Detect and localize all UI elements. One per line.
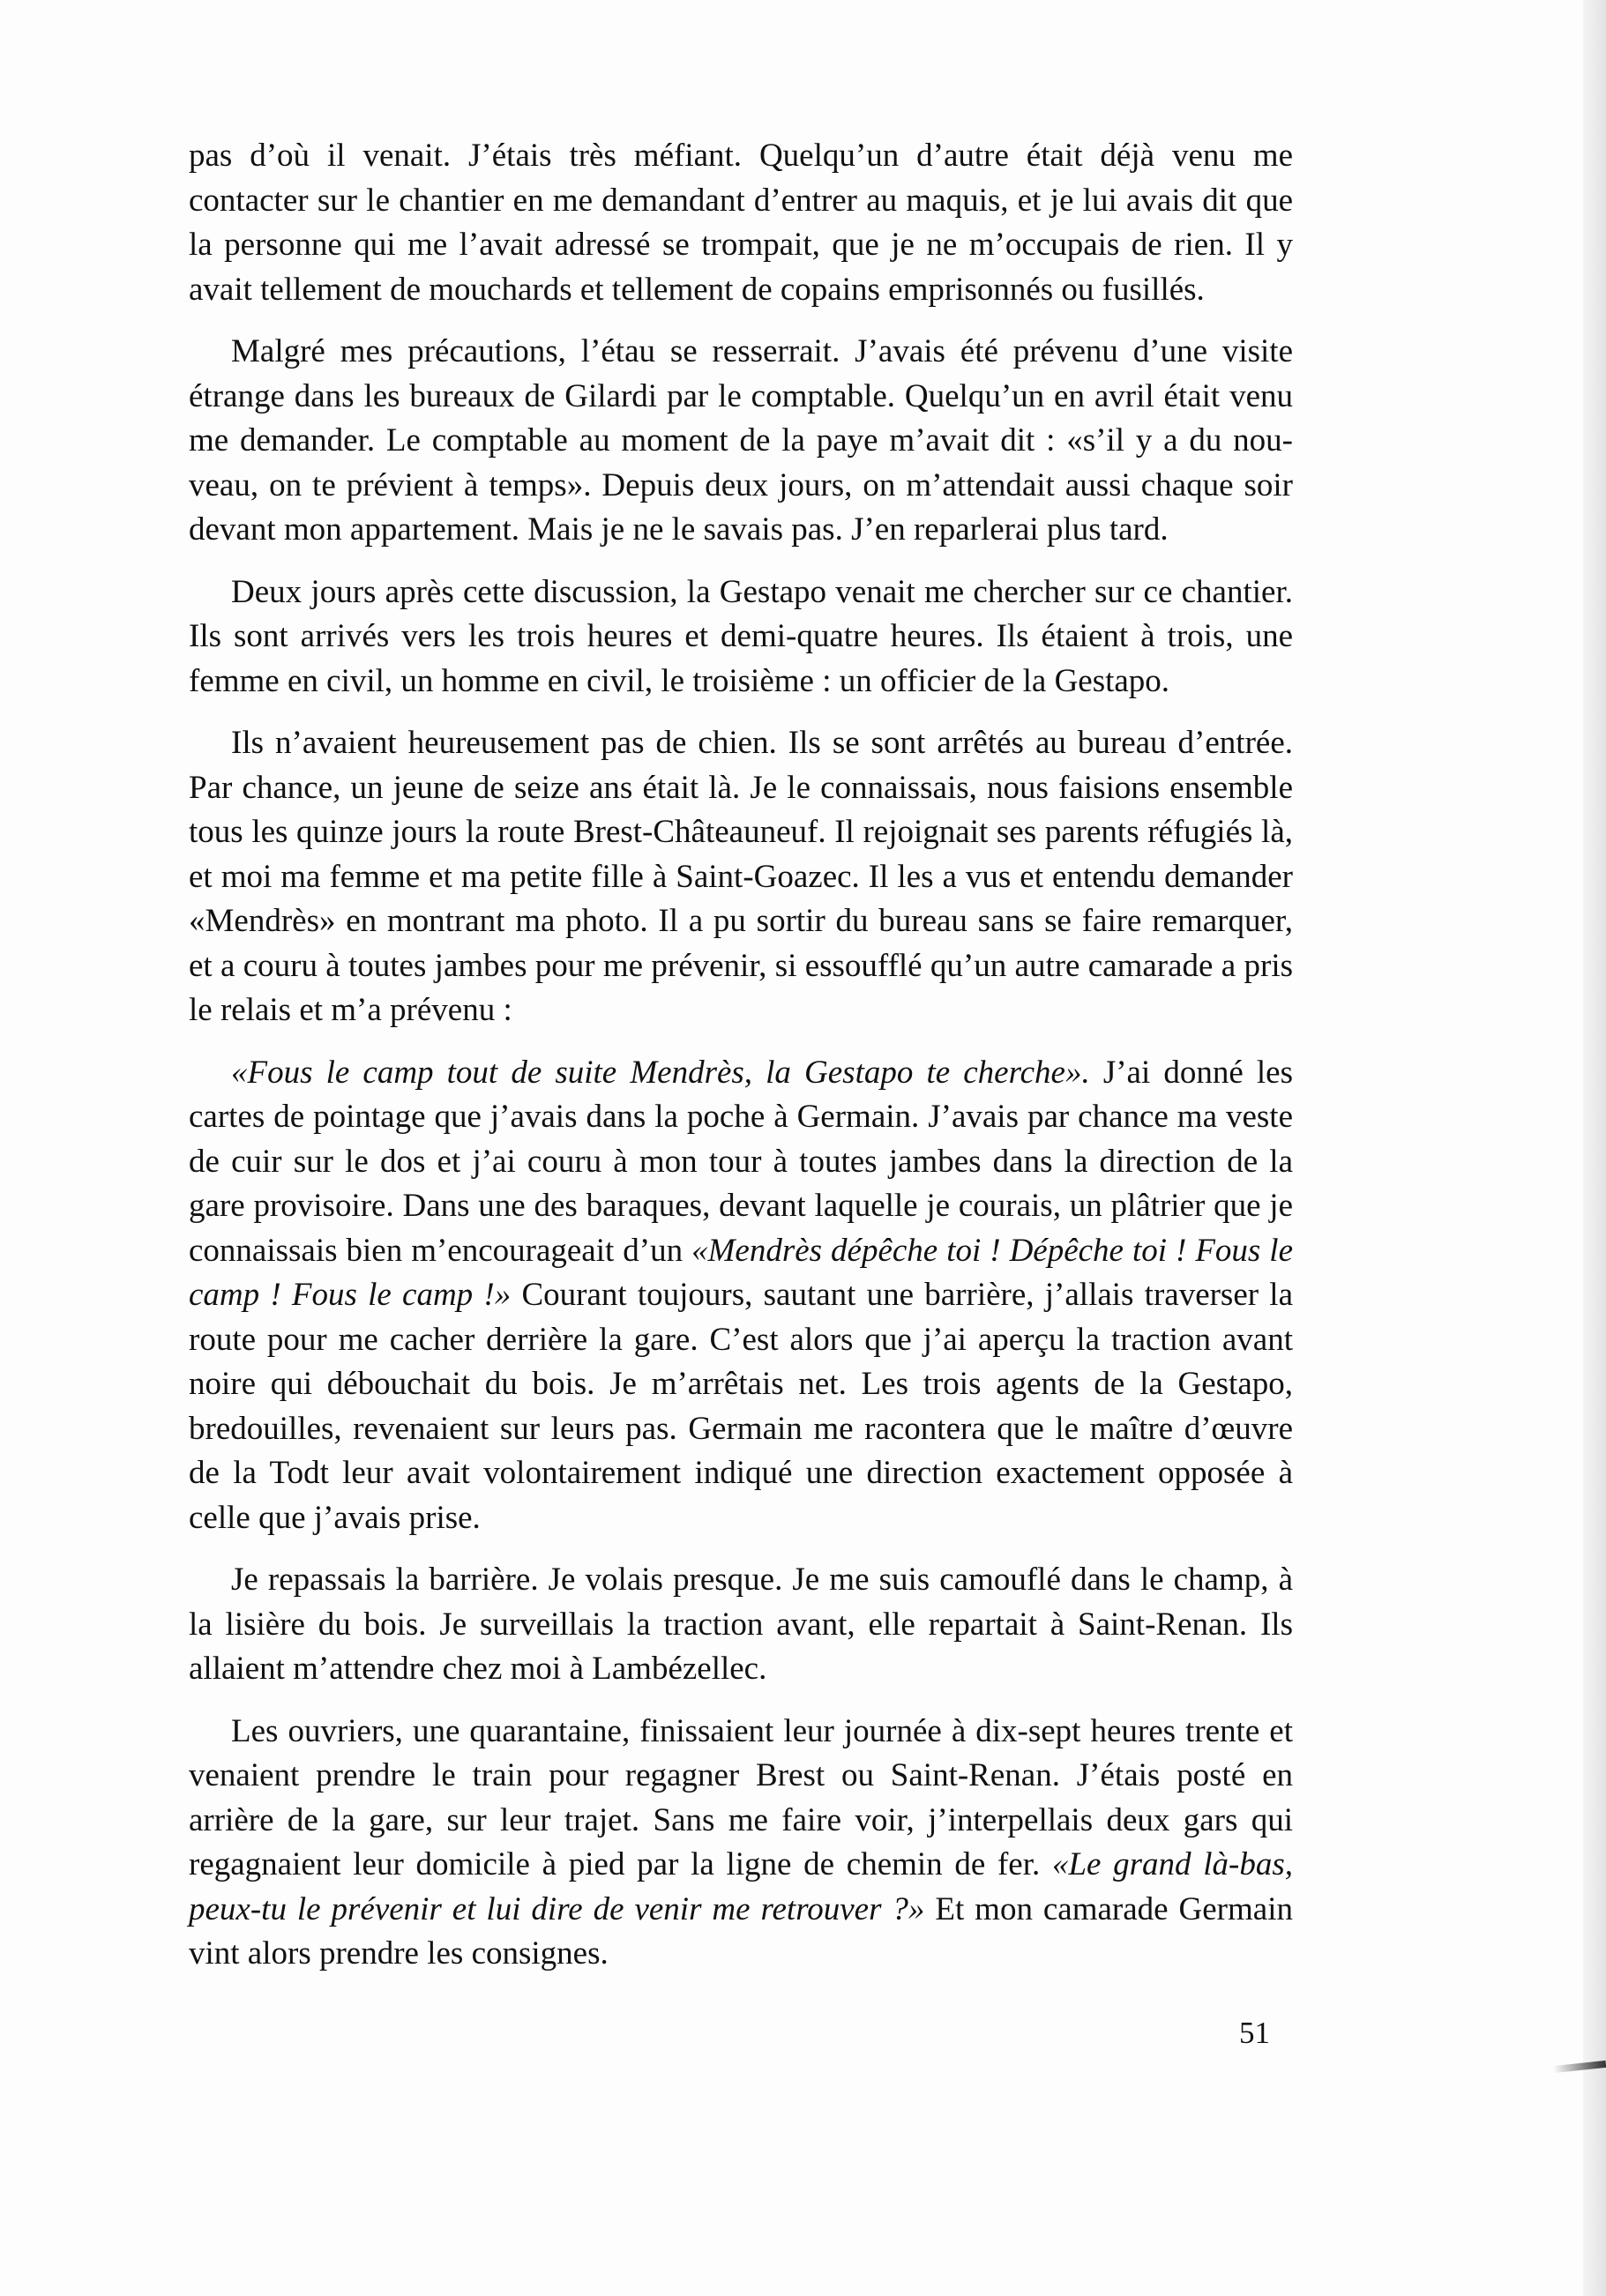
text-run: pas d’où il venait. J’étais très méfiant. Quelqu’un d’autre était déjà venu me contacter sur le chantier en me demandant d’entrer au maquis, et je lui avais dit que la personne qui me l’avait adressé se trompait, que je ne m’occupais de rien. Il y avait tellement de mouchards et tellement de copains emprisonnés ou fusillés. bbox=[189, 138, 1293, 308]
paragraph-4 bbox=[189, 721, 1293, 1033]
italic-quote: «Le grand là-bas, peux-tu le prévenir et lui dire de venir me retrouver ?» bbox=[189, 1846, 1293, 1927]
page-number: 51 bbox=[1239, 2016, 1270, 2050]
paragraph-2 bbox=[189, 330, 1293, 553]
paragraph-5 bbox=[189, 1051, 1293, 1541]
text-run: Je repassais la barrière. Je volais presque. Je me suis camouflé dans le champ, à la lisière du bois. Je surveillais la traction avant, elle repartait à Saint-Renan. Ils allaient m’attendre chez moi à Lambézellec. bbox=[189, 1562, 1293, 1687]
text-run: Les ouvriers, une quarantaine, finissaient leur journée à dix-sept heures trente et venaient prendre le train pour regagner Brest ou Saint-Renan. J’étais posté en arrière de la gare, sur leur trajet. Sans me faire voir, j’interpellais deux gars qui regagnaient leur domicile à pied par la ligne de chemin de fer. bbox=[189, 1712, 1293, 1882]
italic-quote: «Mendrès dépêche toi ! Dépêche toi ! Fous le camp ! Fous le camp !» bbox=[189, 1232, 1294, 1313]
paragraph-1 bbox=[189, 134, 1293, 312]
text-run: Courant toujours, sautant une barrière, j’allais traverser la route pour me cacher derrière la gare. C’est alors que j’ai aperçu la traction avant noire qui débouchait du bois. Je m’arrêtais net. Les trois agents de la Gestapo, bredouilles, revenaient sur leurs pas. Germain me racontera que le maître d’œuvre de la Todt leur avait volontairement indiqué une direction exactement opposée à celle que j’avais prise. bbox=[189, 1277, 1293, 1536]
paragraph-6 bbox=[189, 1558, 1293, 1692]
text-run: Et mon camarade Germain vint alors prendre les consignes. bbox=[189, 1890, 1293, 1972]
italic-quote: «Fous le camp tout de suite Mendrès, la Gestapo te cherche». bbox=[231, 1054, 1090, 1091]
paragraph-3 bbox=[189, 570, 1293, 704]
body-text bbox=[189, 134, 1293, 1994]
text-run: Ils n’avaient heureusement pas de chien. Ils se sont arrêtés au bureau d’entrée. Par chance, un jeune de seize ans était là. Je le connaissais, nous faisions ensemble tous les quinze jours la route Brest-Châteauneuf. Il rejoignait ses parents réfugiés là, et moi ma femme et ma petite fille à Saint-Goazec. Il les a vus et entendu demander «Mendrès» en montrant ma photo. Il a pu sortir du bureau sans se faire remarquer, et a couru à toutes jambes pour me prévenir, si essoufflé qu’un autre camarade a pris le relais et m’a prévenu : bbox=[189, 725, 1293, 1028]
text-run: Malgré mes précautions, l’étau se resserrait. J’avais été prévenu d’une visite étrange dans les bureaux de Gilardi par le comptable. Quelqu’un en avril était venu me demander. Le comptable au moment de la paye m’avait dit : «s’il y a du nouveau, on te prévient à temps». Depuis deux jours, on m’attendait aussi chaque soir devant mon appartement. Mais je ne le savais pas. J’en reparlerai plus tard. bbox=[189, 333, 1293, 548]
text-run: J’ai donné les cartes de pointage que j’avais dans la poche à Germain. J’avais par chance ma veste de cuir sur le dos et j’ai couru à mon tour à toutes jambes dans la direction de la gare provisoire. Dans une des baraques, devant laquelle je courais, un plâtrier que je connaissais bien m’encourageait d’un bbox=[189, 1054, 1293, 1269]
page-edge-shadow bbox=[1583, 0, 1606, 2296]
text-run: Deux jours après cette discussion, la Gestapo venait me chercher sur ce chantier. Ils sont arrivés vers les trois heures et demi-quatre heures. Ils étaient à trois, une femme en civil, un homme en civil, le troisième : un officier de la Gestapo. bbox=[189, 573, 1293, 699]
paragraph-7 bbox=[189, 1710, 1293, 1977]
